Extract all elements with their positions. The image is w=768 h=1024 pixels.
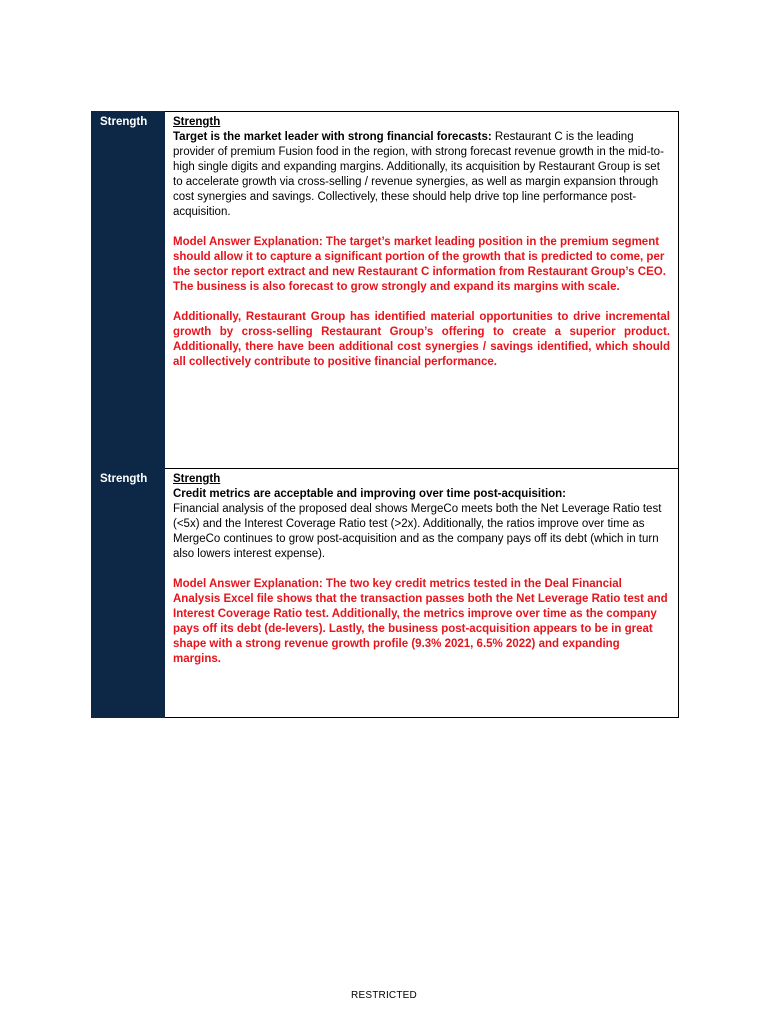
lead-statement: Credit metrics are acceptable and improving over time post-acquisition: (173, 488, 567, 500)
model-answer-explanation: Model Answer Explanation: The two key credit metrics tested in the Deal Financial Analysis Excel file shows that the transaction passes both the Net Leverage Ratio test and Interest Coverage Ratio test. Additionally, the metrics improve over time as the company pays off its debt (de-levers). Lastly, the business post-acquisition appears to be in great shape with a strong revenue growth profile (9.3% 2021, 6.5% 2022) and expanding margins. (173, 578, 668, 665)
strengths-table (91, 111, 679, 718)
row-content-cell (165, 469, 679, 718)
lead-statement: Target is the market leader with strong financial forecasts: (173, 131, 492, 143)
table-row (92, 112, 679, 469)
model-answer-explanation: Model Answer Explanation: The target’s market leading position in the premium segment should allow it to capture a significant portion of the growth that is predicted to come, per the sector report extract and new Restaurant C information from Restaurant Group’s CEO. The business is also forecast to grow strongly and expand its margins with scale. (173, 236, 666, 293)
sub-heading: Strength (173, 473, 221, 485)
analysis-body: Financial analysis of the proposed deal shows MergeCo meets both the Net Leverage Ratio test (<5x) and the Interest Coverage Ratio test (>2x). Additionally, the ratios improve over time as MergeCo continues to grow post-acquisition and as the company pays off its debt (which in turn also lowers interest expense). (173, 503, 662, 560)
row-content-cell (165, 112, 679, 469)
model-answer-additional: Additionally, Restaurant Group has identified material opportunities to drive incremental growth by cross-selling Restaurant Group’s offering to create a superior product. Additionally, there have been additional cost synergies / savings identified, which should all collectively contribute to positive financial performance. (173, 311, 670, 368)
table-row (92, 469, 679, 718)
analysis-body: Restaurant C is the leading provider of premium Fusion food in the region, with strong forecast revenue growth in the mid-to-high single digits and expanding margins. Additionally, its acquisition by Restaurant Group is set to accelerate growth via cross-selling / revenue synergies, as well as margin expansion through cost synergies and savings. Collectively, these should help drive top line performance post-acquisition. (173, 131, 664, 218)
row-label-cell (92, 469, 165, 718)
analysis-paragraph (173, 130, 670, 220)
row-label: Strength (100, 473, 148, 485)
row-label: Strength (100, 116, 148, 128)
classification-footer: RESTRICTED (351, 990, 417, 1001)
sub-heading: Strength (173, 116, 221, 128)
row-label-cell (92, 112, 165, 469)
